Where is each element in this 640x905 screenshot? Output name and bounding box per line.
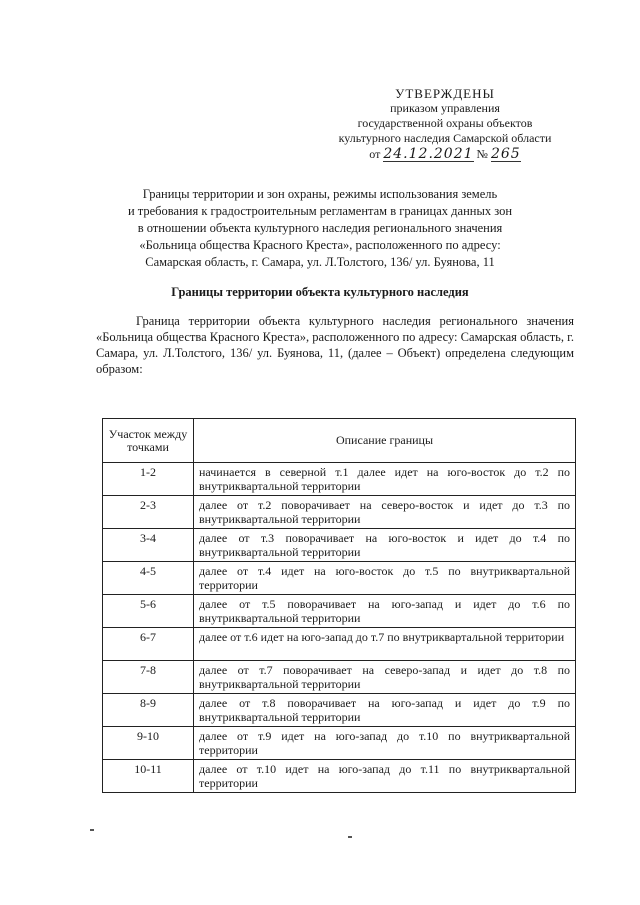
- table-row: [103, 562, 576, 595]
- description-cell: далее от т.8 поворачивает на юго-запад и идет до т.9 по внутриквартальной территории: [194, 694, 576, 727]
- table-row: [103, 595, 576, 628]
- table-row: [103, 760, 576, 793]
- segment-cell: 7-8: [103, 661, 194, 694]
- segment-cell: 8-9: [103, 694, 194, 727]
- intro-text: Граница территории объекта культурного наследия регионального значения «Больница общества Красного Креста», расположенного по адресу: Самарская область, г. Самара, ул. Л.Толстого, 136/ ул. Буянова, 11, (далее – Объект) определена следующим образом:: [96, 314, 574, 376]
- date-prefix: от: [369, 147, 381, 161]
- segment-cell: 6-7: [103, 628, 194, 661]
- approval-line-1: приказом управления: [390, 101, 500, 115]
- title-line-4: «Больница общества Красного Креста», расположенного по адресу:: [139, 238, 501, 252]
- table-header-row: [103, 419, 576, 463]
- segment-cell: 10-11: [103, 760, 194, 793]
- approval-line-3: культурного наследия Самарской области: [338, 131, 552, 145]
- table-row: [103, 529, 576, 562]
- description-cell: далее от т.7 поворачивает на северо-запад и идет до т.8 по внутриквартальной территории: [194, 661, 576, 694]
- description-cell: далее от т.4 идет на юго-восток до т.5 по внутриквартальной территории: [194, 562, 576, 595]
- segment-cell: 1-2: [103, 463, 194, 496]
- number-prefix: №: [476, 147, 488, 161]
- approval-line-2: государственной охраны объектов: [357, 116, 533, 130]
- table-row: [103, 727, 576, 760]
- description-cell: далее от т.9 идет на юго-запад до т.10 по внутриквартальной территории: [194, 727, 576, 760]
- description-cell: далее от т.2 поворачивает на северо-восток и идет до т.3 по внутриквартальной территории: [194, 496, 576, 529]
- title-line-3: в отношении объекта культурного наследия регионального значения: [137, 221, 503, 235]
- handwritten-date: 24.12.2021: [383, 146, 474, 162]
- table-row: [103, 628, 576, 661]
- approval-date-line: [300, 147, 590, 162]
- title-line-2: и требования к градостроительным регламентам в границах данных зон: [127, 204, 513, 218]
- approval-stamp: [300, 86, 590, 162]
- approval-heading: УТВЕРЖДЕНЫ: [395, 86, 495, 101]
- intro-paragraph: [96, 313, 574, 377]
- title-line-5: Самарская область, г. Самара, ул. Л.Толстого, 136/ ул. Буянова, 11: [145, 255, 495, 269]
- description-cell: далее от т.5 поворачивает на юго-запад и идет до т.6 по внутриквартальной территории: [194, 595, 576, 628]
- table-row: [103, 496, 576, 529]
- description-cell: далее от т.6 идет на юго-запад до т.7 по внутриквартальной территории: [194, 628, 576, 661]
- segment-cell: 3-4: [103, 529, 194, 562]
- segment-cell: 9-10: [103, 727, 194, 760]
- table-row: [103, 661, 576, 694]
- scan-speck: [90, 829, 94, 831]
- segment-cell: 2-3: [103, 496, 194, 529]
- section-heading: Границы территории объекта культурного наследия: [171, 285, 469, 299]
- scan-speck: [348, 836, 352, 838]
- table-row: [103, 694, 576, 727]
- boundary-table: [102, 418, 576, 793]
- description-cell: далее от т.10 идет на юго-запад до т.11 по внутриквартальной территории: [194, 760, 576, 793]
- title-line-1: Границы территории и зон охраны, режимы использования земель: [142, 187, 498, 201]
- handwritten-number: 265: [490, 146, 521, 162]
- segment-cell: 5-6: [103, 595, 194, 628]
- description-cell: начинается в северной т.1 далее идет на юго-восток до т.2 по внутриквартальной территории: [194, 463, 576, 496]
- segment-cell: 4-5: [103, 562, 194, 595]
- description-column-header: Описание границы: [194, 419, 576, 463]
- segment-column-header: Участок между точками: [103, 419, 194, 463]
- description-cell: далее от т.3 поворачивает на юго-восток и идет до т.4 по внутриквартальной территории: [194, 529, 576, 562]
- document-title: [100, 186, 540, 271]
- table-row: [103, 463, 576, 496]
